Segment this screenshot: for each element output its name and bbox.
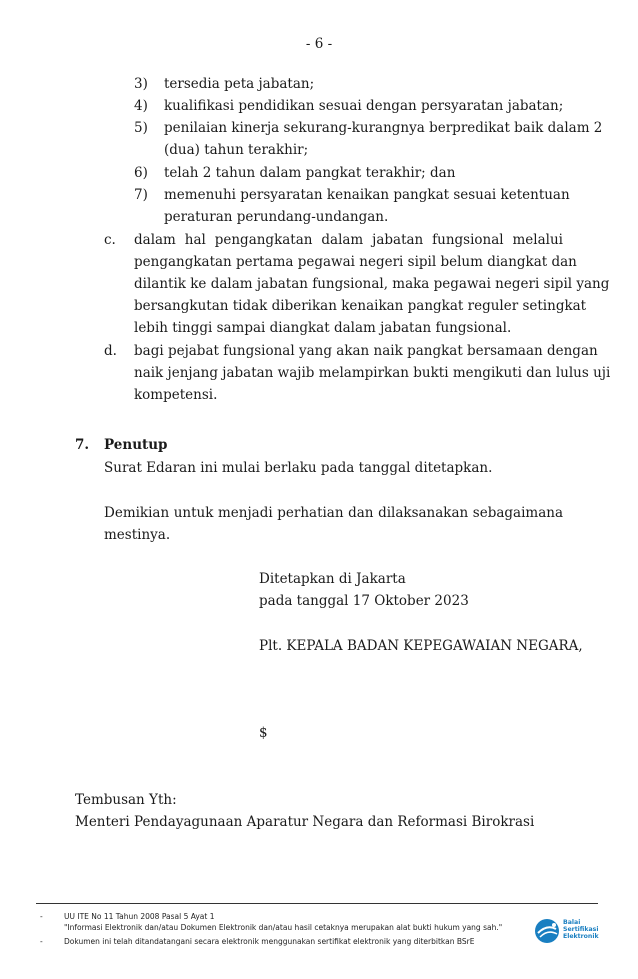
- point-d-text: naik jenjang jabatan wajib melampirkan bukti mengikuti dan lulus uji: [134, 365, 611, 381]
- point-d-text: bagi pejabat fungsional yang akan naik pangkat bersamaan dengan: [134, 343, 598, 359]
- footer-dash: -: [40, 937, 43, 946]
- footer-rule: [36, 903, 598, 904]
- footer-law-quote: "Informasi Elektronik dan/atau Dokumen Elektronik dan/atau hasil cetaknya merupakan alat bukti hukum yang sah.": [64, 923, 503, 932]
- bsre-logo-text: [563, 919, 599, 940]
- list-item-number: 5): [134, 120, 148, 136]
- logo-text-line: Balai: [563, 919, 581, 926]
- point-c-text: bersangkutan tidak diberikan kenaikan pangkat reguler setingkat: [134, 298, 587, 314]
- signature-mark: $: [259, 725, 268, 741]
- list-item-text: peraturan perundang-undangan.: [164, 209, 389, 225]
- tembusan-heading: Tembusan Yth:: [75, 792, 177, 808]
- list-item-text: tersedia peta jabatan;: [164, 76, 315, 92]
- logo-text-line: Elektronik: [563, 933, 599, 940]
- section-number: 7.: [75, 437, 90, 453]
- list-item-text: telah 2 tahun dalam pangkat terakhir; dan: [164, 165, 456, 181]
- list-item-number: 3): [134, 76, 148, 92]
- list-item-number: 4): [134, 98, 148, 114]
- page-number: - 6 -: [305, 36, 333, 52]
- point-c-text: pengangkatan pertama pegawai negeri sipil belum diangkat dan: [134, 254, 577, 270]
- section-paragraph: Surat Edaran ini mulai berlaku pada tanggal ditetapkan.: [104, 460, 493, 476]
- point-c-text: lebih tinggi sampai diangkat dalam jabatan fungsional.: [134, 320, 512, 336]
- list-item-text: memenuhi persyaratan kenaikan pangkat sesuai ketentuan: [164, 187, 570, 203]
- logo-text-line: Sertifikasi: [563, 926, 599, 933]
- point-d-text: kompetensi.: [134, 387, 218, 403]
- section-title: Penutup: [104, 437, 168, 453]
- footer-law-reference: UU ITE No 11 Tahun 2008 Pasal 5 Ayat 1: [64, 912, 215, 921]
- signature-position: Plt. KEPALA BADAN KEPEGAWAIAN NEGARA,: [259, 638, 583, 654]
- point-d-label: d.: [104, 343, 117, 359]
- point-c-text: dilantik ke dalam jabatan fungsional, maka pegawai negeri sipil yang: [134, 276, 610, 292]
- list-item-number: 6): [134, 165, 148, 181]
- footer-esign-note: Dokumen ini telah ditandatangani secara elektronik menggunakan sertifikat elektronik yang diterbitkan BSrE: [64, 937, 475, 946]
- list-item-text: penilaian kinerja sekurang-kurangnya berpredikat baik dalam 2: [164, 120, 603, 136]
- list-item-number: 7): [134, 187, 148, 203]
- signature-place: Ditetapkan di Jakarta: [259, 571, 406, 587]
- tembusan-recipient: Menteri Pendayagunaan Aparatur Negara dan Reformasi Birokrasi: [75, 814, 535, 830]
- section-paragraph: Demikian untuk menjadi perhatian dan dilaksanakan sebagaimana: [104, 505, 563, 521]
- signature-date: pada tanggal 17 Oktober 2023: [259, 593, 469, 609]
- footer-dash: -: [40, 912, 43, 921]
- point-c-label: c.: [104, 232, 116, 248]
- section-paragraph: mestinya.: [104, 527, 171, 543]
- list-item-text: (dua) tahun terakhir;: [164, 142, 309, 158]
- list-item-text: kualifikasi pendidikan sesuai dengan persyaratan jabatan;: [164, 98, 564, 114]
- point-c-text: dalam hal pengangkatan dalam jabatan fungsional melalui: [134, 232, 563, 248]
